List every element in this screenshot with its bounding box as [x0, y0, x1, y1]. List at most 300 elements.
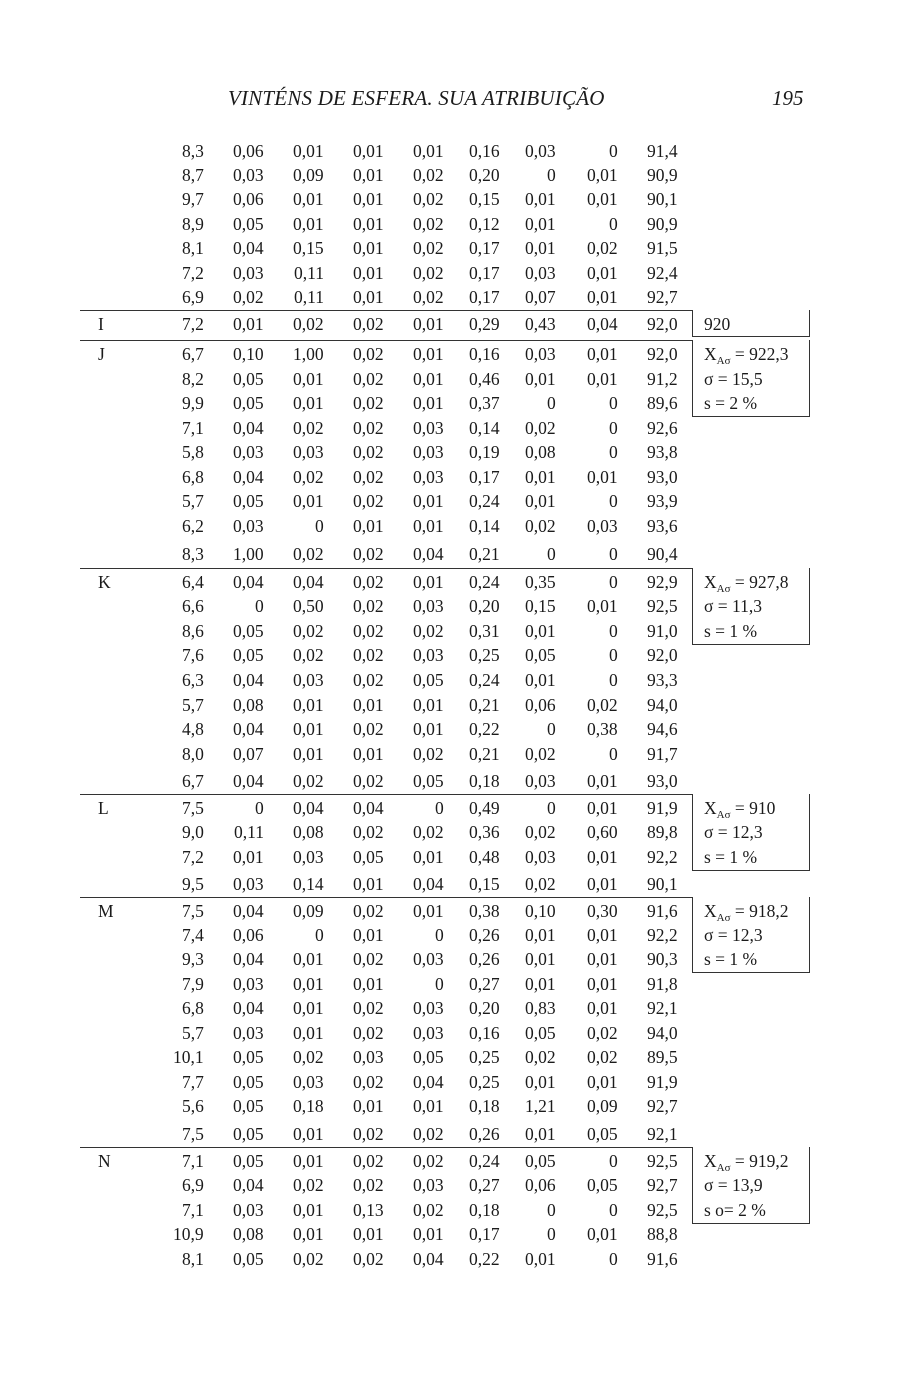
table-cell: 0,50	[293, 596, 324, 616]
table-cell: 0,01	[525, 974, 556, 994]
table-cell: 1,21	[525, 1096, 556, 1116]
table-cell: 0	[547, 798, 556, 818]
table-cell: 0,02	[353, 771, 384, 791]
table-cell: 0,01	[525, 467, 556, 487]
table-cell: 0,02	[525, 874, 556, 894]
table-cell: 0,38	[587, 719, 618, 739]
table-cell: 7,5	[182, 1124, 204, 1144]
statistic-value: σ = 12,3	[704, 925, 763, 945]
table-cell: 0,03	[525, 263, 556, 283]
table-cell: 0,02	[293, 467, 324, 487]
table-cell: 91,6	[647, 901, 678, 921]
table-cell: 0,06	[233, 925, 264, 945]
table-cell: 0,01	[353, 238, 384, 258]
group-separator	[80, 568, 692, 569]
table-cell: 0,02	[353, 670, 384, 690]
table-cell: 0,05	[525, 1023, 556, 1043]
table-cell: 0,02	[233, 287, 264, 307]
table-cell: 90,1	[647, 189, 678, 209]
table-cell: 0,03	[587, 516, 618, 536]
table-cell: 0,29	[469, 314, 500, 334]
table-cell: 0,02	[525, 1047, 556, 1067]
table-cell: 0,01	[525, 1072, 556, 1092]
table-cell: 0,01	[293, 369, 324, 389]
table-cell: 0,01	[293, 974, 324, 994]
table-cell: 0,04	[233, 670, 264, 690]
table-cell: 0	[315, 925, 324, 945]
table-cell: 0,01	[293, 1023, 324, 1043]
table-cell: 0,05	[233, 1151, 264, 1171]
table-cell: 8,0	[182, 744, 204, 764]
table-cell: 0,02	[353, 719, 384, 739]
table-cell: 0	[547, 544, 556, 564]
table-cell: 0,25	[469, 1047, 500, 1067]
table-cell: 0,11	[234, 822, 264, 842]
table-cell: 0,02	[353, 1072, 384, 1092]
table-cell: 91,9	[647, 1072, 678, 1092]
table-cell: 0,26	[469, 949, 500, 969]
table-cell: 92,0	[647, 314, 678, 334]
table-cell: 89,8	[647, 822, 678, 842]
statistic-value: s = 1 %	[704, 621, 758, 641]
table-cell: 0	[547, 393, 556, 413]
table-cell: 0,17	[469, 263, 500, 283]
table-cell: 0,05	[233, 491, 264, 511]
table-cell: 0,20	[469, 165, 500, 185]
table-cell: 0,48	[469, 847, 500, 867]
table-cell: 0,03	[233, 165, 264, 185]
table-cell: 0,22	[469, 719, 500, 739]
table-cell: 0,04	[233, 238, 264, 258]
table-cell: 0,03	[353, 1047, 384, 1067]
table-cell: 89,5	[647, 1047, 678, 1067]
table-cell: 0,02	[587, 1047, 618, 1067]
table-cell: 0,04	[353, 798, 384, 818]
table-cell: 0,09	[293, 901, 324, 921]
table-cell: 0,02	[293, 544, 324, 564]
table-cell: 5,7	[182, 695, 204, 715]
table-cell: 0,19	[469, 442, 500, 462]
table-cell: 0,18	[469, 1200, 500, 1220]
group-label: K	[98, 572, 111, 592]
table-cell: 0,10	[525, 901, 556, 921]
mean-number: = 922,3	[730, 344, 789, 364]
table-cell: 0,01	[587, 1224, 618, 1244]
table-cell: 1,00	[233, 544, 264, 564]
table-cell: 0,08	[233, 695, 264, 715]
table-cell: 9,7	[182, 189, 204, 209]
table-cell: 9,5	[182, 874, 204, 894]
table-cell: 0,03	[233, 516, 264, 536]
table-cell: 0,01	[293, 1224, 324, 1244]
table-cell: 0,02	[353, 491, 384, 511]
table-cell: 93,0	[647, 467, 678, 487]
table-cell: 0,03	[413, 998, 444, 1018]
table-cell: 8,7	[182, 165, 204, 185]
mean-subscript: Aσ	[716, 583, 731, 595]
table-cell: 0	[609, 621, 618, 641]
table-cell: 0,17	[469, 1224, 500, 1244]
table-cell: 0,17	[469, 467, 500, 487]
table-cell: 0,02	[413, 287, 444, 307]
table-cell: 0,15	[469, 874, 500, 894]
table-cell: 0	[609, 670, 618, 690]
table-cell: 7,2	[182, 314, 204, 334]
table-cell: 0,02	[525, 744, 556, 764]
table-cell: 0,01	[587, 596, 618, 616]
table-cell: 0,24	[469, 1151, 500, 1171]
table-cell: 88,8	[647, 1224, 678, 1244]
table-cell: 92,2	[647, 925, 678, 945]
table-cell: 6,3	[182, 670, 204, 690]
table-cell: 7,1	[182, 1200, 204, 1220]
table-cell: 0,46	[469, 369, 500, 389]
table-cell: 0,03	[413, 418, 444, 438]
table-cell: 0,60	[587, 822, 618, 842]
group-separator	[80, 310, 692, 311]
table-cell: 0,02	[353, 369, 384, 389]
table-cell: 5,7	[182, 1023, 204, 1043]
table-cell: 0,05	[587, 1124, 618, 1144]
table-cell: 0,05	[233, 1249, 264, 1269]
table-cell: 0,43	[525, 314, 556, 334]
table-cell: 0,04	[413, 1072, 444, 1092]
table-cell: 6,9	[182, 287, 204, 307]
table-cell: 0,21	[469, 744, 500, 764]
table-cell: 0,01	[525, 925, 556, 945]
table-cell: 93,0	[647, 771, 678, 791]
table-cell: 0	[609, 645, 618, 665]
table-cell: 0,01	[413, 141, 444, 161]
table-cell: 0,27	[469, 1175, 500, 1195]
table-cell: 93,8	[647, 442, 678, 462]
table-cell: 0,01	[353, 974, 384, 994]
table-cell: 0,01	[353, 1096, 384, 1116]
mean-symbol: X	[704, 1151, 717, 1171]
mean-subscript: Aσ	[716, 809, 731, 821]
table-cell: 0,21	[469, 695, 500, 715]
table-cell: 0,01	[353, 744, 384, 764]
table-cell: 0,24	[469, 670, 500, 690]
table-cell: 0,03	[413, 645, 444, 665]
table-cell: 9,3	[182, 949, 204, 969]
group-separator	[80, 1147, 692, 1148]
table-cell: 0,04	[293, 572, 324, 592]
table-cell: 0,01	[413, 314, 444, 334]
table-cell: 7,2	[182, 263, 204, 283]
table-cell: 0,02	[413, 238, 444, 258]
table-cell: 93,9	[647, 491, 678, 511]
table-cell: 92,9	[647, 572, 678, 592]
table-cell: 94,6	[647, 719, 678, 739]
table-cell: 0,03	[293, 1072, 324, 1092]
table-cell: 0,01	[353, 874, 384, 894]
statistic-value: σ = 13,9	[704, 1175, 763, 1195]
table-cell: 0,01	[413, 901, 444, 921]
table-cell: 0,49	[469, 798, 500, 818]
table-cell: 0,05	[525, 645, 556, 665]
table-cell: 0,03	[233, 1023, 264, 1043]
table-cell: 7,1	[182, 418, 204, 438]
table-cell: 0,01	[525, 1124, 556, 1144]
table-cell: 10,1	[173, 1047, 204, 1067]
statistic-value: σ = 11,3	[704, 596, 763, 616]
table-cell: 0,01	[587, 263, 618, 283]
mean-subscript: Aσ	[716, 912, 731, 924]
table-cell: 0	[435, 974, 444, 994]
table-cell: 90,4	[647, 544, 678, 564]
table-cell: 0,17	[469, 287, 500, 307]
table-cell: 0	[609, 442, 618, 462]
table-cell: 0,01	[233, 847, 264, 867]
table-cell: 0,16	[469, 344, 500, 364]
table-cell: 90,9	[647, 214, 678, 234]
table-cell: 0,04	[233, 467, 264, 487]
table-cell: 0,08	[293, 822, 324, 842]
table-cell: 0,02	[293, 314, 324, 334]
table-cell: 0,02	[293, 621, 324, 641]
table-cell: 0,02	[525, 516, 556, 536]
table-cell: 7,5	[182, 901, 204, 921]
table-cell: 0	[609, 1249, 618, 1269]
table-cell: 0,03	[413, 442, 444, 462]
table-cell: 0,30	[587, 901, 618, 921]
table-cell: 0	[609, 141, 618, 161]
table-cell: 92,7	[647, 1096, 678, 1116]
table-cell: 0,06	[525, 695, 556, 715]
table-cell: 0,04	[293, 798, 324, 818]
table-cell: 0,01	[525, 949, 556, 969]
table-cell: 0,03	[233, 442, 264, 462]
table-cell: 0,27	[469, 974, 500, 994]
table-cell: 0,01	[293, 744, 324, 764]
table-cell: 5,6	[182, 1096, 204, 1116]
table-cell: 0,02	[293, 1047, 324, 1067]
table-cell: 0,01	[587, 771, 618, 791]
table-cell: 92,2	[647, 847, 678, 867]
table-cell: 92,1	[647, 998, 678, 1018]
table-cell: 0,02	[413, 1200, 444, 1220]
table-cell: 0,01	[587, 189, 618, 209]
table-cell: 0,31	[469, 621, 500, 641]
table-cell: 0,01	[293, 141, 324, 161]
group-separator	[80, 794, 692, 795]
table-cell: 0,01	[525, 670, 556, 690]
table-cell: 0,02	[413, 822, 444, 842]
mean-subscript: Aσ	[716, 1162, 731, 1174]
table-cell: 0	[255, 596, 264, 616]
table-cell: 0,05	[413, 771, 444, 791]
table-cell: 90,1	[647, 874, 678, 894]
statistic-value: s = 1 %	[704, 949, 758, 969]
table-cell: 0,05	[233, 369, 264, 389]
table-cell: 0,02	[413, 263, 444, 283]
table-cell: 0,01	[525, 189, 556, 209]
table-cell: 0,05	[233, 621, 264, 641]
table-cell: 0,02	[353, 621, 384, 641]
table-cell: 0,01	[587, 165, 618, 185]
table-cell: 0,06	[233, 141, 264, 161]
table-cell: 0,04	[233, 719, 264, 739]
table-cell: 0,10	[233, 344, 264, 364]
table-cell: 0,02	[293, 418, 324, 438]
table-cell: 0	[435, 798, 444, 818]
table-cell: 0,03	[293, 442, 324, 462]
table-cell: 91,8	[647, 974, 678, 994]
mean-number: = 919,2	[730, 1151, 789, 1171]
table-cell: 0,24	[469, 491, 500, 511]
table-cell: 89,6	[647, 393, 678, 413]
table-cell: 0,05	[233, 393, 264, 413]
table-cell: 0,04	[233, 901, 264, 921]
table-cell: 0	[609, 214, 618, 234]
table-cell: 0	[609, 418, 618, 438]
table-cell: 0,14	[293, 874, 324, 894]
table-cell: 0,04	[413, 1249, 444, 1269]
table-cell: 0	[609, 544, 618, 564]
table-cell: 0	[435, 925, 444, 945]
table-cell: 0,01	[353, 189, 384, 209]
table-cell: 0,11	[294, 263, 324, 283]
table-cell: 0,01	[293, 393, 324, 413]
table-cell: 0	[547, 1200, 556, 1220]
mean-symbol: X	[704, 572, 717, 592]
table-cell: 0,01	[587, 847, 618, 867]
table-cell: 0,02	[353, 949, 384, 969]
group-label: M	[98, 901, 114, 921]
table-cell: 0,01	[525, 1249, 556, 1269]
table-cell: 8,1	[182, 238, 204, 258]
table-cell: 92,0	[647, 645, 678, 665]
table-cell: 91,4	[647, 141, 678, 161]
table-cell: 0,03	[233, 1200, 264, 1220]
table-cell: 0,09	[293, 165, 324, 185]
table-cell: 0,01	[413, 1224, 444, 1244]
table-cell: 0,02	[353, 393, 384, 413]
table-cell: 0,04	[233, 572, 264, 592]
table-cell: 0,06	[233, 189, 264, 209]
table-cell: 9,0	[182, 822, 204, 842]
table-cell: 7,4	[182, 925, 204, 945]
table-cell: 91,2	[647, 369, 678, 389]
table-cell: 0,07	[233, 744, 264, 764]
table-cell: 0	[609, 1151, 618, 1171]
page-header	[0, 86, 914, 120]
table-cell: 91,5	[647, 238, 678, 258]
table-cell: 0,25	[469, 645, 500, 665]
table-cell: 0,26	[469, 925, 500, 945]
table-cell: 92,0	[647, 344, 678, 364]
table-cell: 92,5	[647, 596, 678, 616]
table-cell: 0,06	[525, 1175, 556, 1195]
table-cell: 0,12	[469, 214, 500, 234]
table-cell: 0,02	[353, 596, 384, 616]
table-cell: 0,01	[353, 925, 384, 945]
table-cell: 0,01	[525, 621, 556, 641]
table-cell: 0,21	[469, 544, 500, 564]
table-cell: 92,7	[647, 287, 678, 307]
table-cell: 0,02	[353, 645, 384, 665]
table-cell: 90,9	[647, 165, 678, 185]
table-cell: 0,03	[525, 141, 556, 161]
table-cell: 92,6	[647, 418, 678, 438]
table-cell: 0,02	[353, 1023, 384, 1043]
table-cell: 0,02	[413, 214, 444, 234]
table-cell: 0,01	[413, 695, 444, 715]
table-cell: 0,02	[293, 1249, 324, 1269]
table-cell: 0,02	[353, 467, 384, 487]
table-cell: 0,02	[413, 165, 444, 185]
table-cell: 0,01	[413, 344, 444, 364]
table-cell: 8,9	[182, 214, 204, 234]
statistic-value: σ = 15,5	[704, 369, 763, 389]
table-cell: 0,02	[293, 645, 324, 665]
table-cell: 0,22	[469, 1249, 500, 1269]
table-cell: 0,02	[525, 822, 556, 842]
statistic-value: s o= 2 %	[704, 1200, 766, 1220]
group-label: I	[98, 314, 104, 334]
table-cell: 0,07	[525, 287, 556, 307]
table-cell: 0	[547, 719, 556, 739]
table-cell: 0,01	[525, 369, 556, 389]
table-cell: 0,03	[413, 467, 444, 487]
table-cell: 0,01	[293, 949, 324, 969]
table-cell: 0,01	[587, 974, 618, 994]
table-cell: 0,16	[469, 141, 500, 161]
table-cell: 0,01	[293, 491, 324, 511]
table-cell: 6,6	[182, 596, 204, 616]
table-cell: 0,02	[353, 418, 384, 438]
table-cell: 8,6	[182, 621, 204, 641]
table-cell: 10,9	[173, 1224, 204, 1244]
table-cell: 0,01	[353, 287, 384, 307]
table-cell: 0,25	[469, 1072, 500, 1092]
table-cell: 0,05	[353, 847, 384, 867]
table-cell: 0,02	[587, 238, 618, 258]
table-cell: 8,3	[182, 141, 204, 161]
table-cell: 0,01	[413, 491, 444, 511]
table-cell: 8,2	[182, 369, 204, 389]
table-cell: 0,01	[587, 998, 618, 1018]
table-cell: 0	[609, 572, 618, 592]
table-cell: 0,17	[469, 238, 500, 258]
table-cell: 7,2	[182, 847, 204, 867]
table-cell: 0,01	[413, 369, 444, 389]
table-cell: 0,01	[587, 949, 618, 969]
table-cell: 0,18	[469, 771, 500, 791]
table-cell: 0,01	[525, 214, 556, 234]
page-number: 195	[772, 86, 804, 110]
table-cell: 0,15	[469, 189, 500, 209]
table-cell: 0,05	[525, 1151, 556, 1171]
table-cell: 0,01	[413, 393, 444, 413]
table-cell: 0,15	[525, 596, 556, 616]
table-cell: 0,04	[233, 949, 264, 969]
mean-number: = 927,8	[730, 572, 789, 592]
table-cell: 92,4	[647, 263, 678, 283]
table-cell: 0,02	[353, 901, 384, 921]
table-cell: 0,02	[413, 744, 444, 764]
table-cell: 0,04	[413, 544, 444, 564]
table-cell: 0,02	[353, 1249, 384, 1269]
table-cell: 0,03	[525, 771, 556, 791]
table-cell: 0,03	[525, 344, 556, 364]
table-cell: 0,01	[587, 287, 618, 307]
table-cell: 0,05	[413, 670, 444, 690]
table-cell: 6,7	[182, 771, 204, 791]
table-cell: 8,3	[182, 544, 204, 564]
table-cell: 0,09	[587, 1096, 618, 1116]
